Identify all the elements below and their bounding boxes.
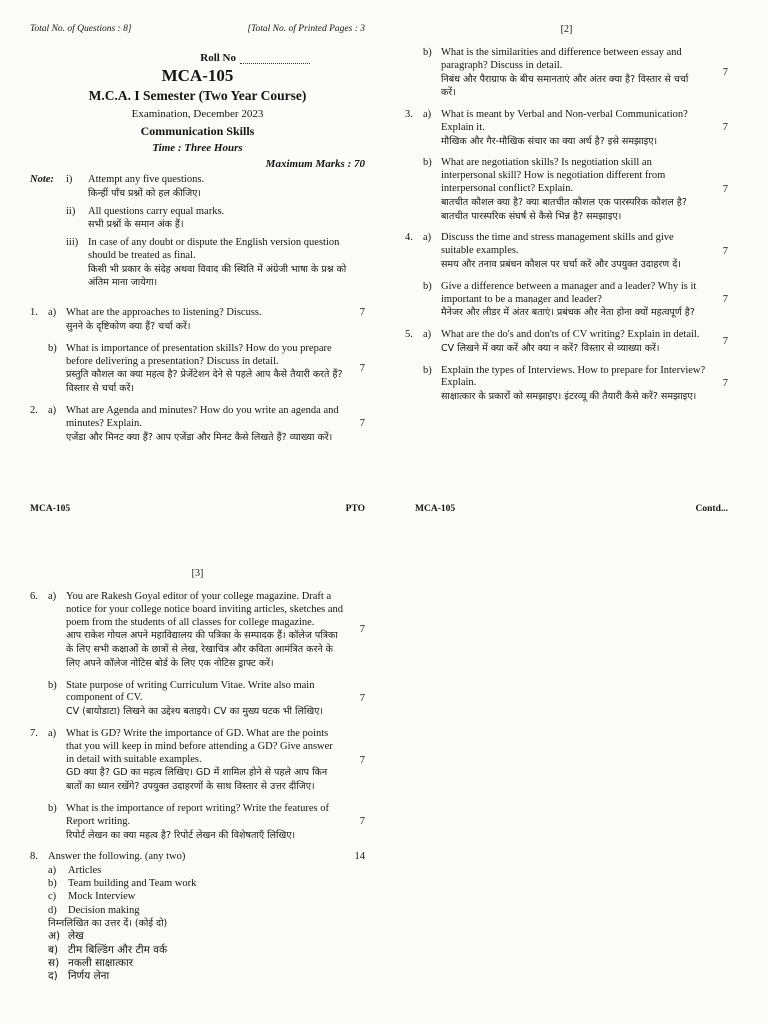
question-number: 2. [30,404,38,416]
page-1 [30,24,365,514]
option-item-hi [48,957,343,970]
question-6a [30,591,365,671]
note-item [66,206,365,233]
option-text: निर्णय लेना [68,969,110,982]
question-number: 3. [405,109,413,121]
question-marks: 7 [722,184,728,196]
subquestion-label: b) [423,157,432,169]
note-item [66,174,365,201]
question-number [30,680,48,719]
note-text-hi: सभी प्रश्नों के समान अंक हैं। [88,219,184,231]
subquestion-label: a) [48,307,57,319]
option-item-hi [48,970,343,983]
note-number: ii) [66,205,76,217]
question-number [30,803,48,842]
question-3a [405,109,728,148]
time-allowed: Time : Three Hours [152,142,243,154]
option-text: लेख [68,930,84,943]
question-text-en: What are Agenda and minutes? How do you write an agenda and minutes? Explain. [66,404,339,429]
question-text-hi: GD क्या है? GD का महत्व लिखिए। GD में शामिल होने से पहले आप किन बातों का ध्यान रखेंगे? उपयुक्त उदाहरणों के साथ विस्तार से उत्तर दीजिए। [66,767,328,793]
option-text: Decision making [68,904,140,916]
total-questions: Total No. of Questions : 8] [30,24,132,34]
question-2b [405,47,728,100]
question-marks: 7 [359,754,365,766]
option-text: Team building and Team work [68,878,197,890]
subquestion-label: b) [423,47,432,58]
question-number [405,281,423,320]
question-text-en: Explain the types of Interviews. How to prepare for Interview? Explain. [441,364,706,389]
question-7b [30,803,365,842]
subquestion-label: b) [48,802,57,814]
course-code: MCA-105 [161,66,234,85]
instructions [30,174,365,295]
question-number: 6. [30,591,38,602]
question-4a [405,232,728,271]
note-number: iii) [66,237,79,249]
subquestion-label: a) [48,404,57,416]
subquestion-label: b) [423,280,432,292]
total-pages: [Total No. of Printed Pages : 3 [247,24,365,34]
question-text-hi: समय और तनाव प्रबंधन कौशल पर चर्चा करें और उपयुक्त उदाहरण दें। [441,259,681,270]
page-3 [30,568,365,983]
max-marks: Maximum Marks : 70 [265,158,365,170]
roll-blank [240,63,310,64]
question-text-hi: मौखिक और गैर-मौखिक संचार का क्या अर्थ है? इसे समझाइए। [441,135,658,147]
subject-title: Communication Skills [140,124,255,138]
question-text-hi: आप राकेश गोयल अपने महाविद्यालय की पत्रिका के सम्पादक हैं। कॉलेज पत्रिका के लिए सभी कक्षाओं के छात्रों से लेख, रेखाचित्र और कविता आमंत्रित करने के लिए अपने कॉलेज नोटिस बोर्ड के लिए एक नोटिस ड्राफ्ट करें। [66,630,338,669]
question-text-en: Discuss the time and stress management skills and give suitable examples. [441,232,674,257]
option-item [48,890,343,903]
option-text: नकली साक्षात्कार [68,956,134,969]
question-number [405,157,423,223]
option-text: टीम बिल्डिंग और टीम वर्क [68,943,168,956]
question-text-en: State purpose of writing Curriculum Vitae. Write also main component of CV. [66,679,315,704]
option-label: c) [48,891,57,903]
page-footer [415,504,728,514]
question-4b [405,281,728,320]
option-item-hi [48,944,343,957]
note-text-en: All questions carry equal marks. [88,205,225,217]
option-item-hi [48,930,343,943]
question-5a [405,329,728,356]
question-number [405,47,423,100]
question-3b [405,157,728,223]
question-text-en: What are negotiation skills? Is negotiation skill an interpersonal skill? How is negotiation different from interpersonal conflict? Explain. [441,157,666,195]
question-text-hi: निबंध और पैराग्राफ के बीच समानताएं और अंतर क्या है? विस्तार से चर्चा करें। [441,73,689,99]
question-text-en: What are the do's and don'ts of CV writing? Explain in detail. [441,329,700,341]
question-marks: 7 [722,245,728,257]
question-text-hi: बातचीत कौशल क्या है? क्या बातचीत कौशल एक पारस्परिक कौशल है? बातचीत पारस्परिक संघर्ष से कैसे भिन्न है? समझाइए। [441,196,687,222]
roll-number [30,52,310,64]
question-8 [30,851,365,983]
option-label: द) [48,969,58,982]
subquestion-label: a) [48,728,57,740]
exam-session: Examination, December 2023 [131,108,264,120]
note-text-hi: किन्हीं पाँच प्रश्नों को हल कीजिए। [88,187,202,199]
option-label: स) [48,956,60,969]
question-number: 5. [405,329,413,341]
question-text-en: Answer the following. (any two) [48,851,186,863]
question-text-hi: साक्षात्कार के प्रकारों को समझाइए। इंटरव्यू की तैयारी कैसे करें? समझाइए। [441,391,697,403]
page-2 [405,24,728,514]
subquestion-label: b) [48,342,57,354]
question-marks: 7 [722,67,728,79]
question-marks: 7 [722,294,728,306]
page-number: [3] [191,568,204,579]
question-7a [30,728,365,794]
question-number [30,343,48,396]
question-text-en: Give a difference between a manager and a leader? Why is it important to be a manager and leader? [441,280,697,305]
question-number: 8. [30,851,38,863]
header-line [30,24,365,34]
course-title: M.C.A. I Semester (Two Year Course) [88,88,307,103]
option-label: अ) [48,930,61,943]
note-text-en: In case of any doubt or dispute the English version question should be treated as final. [88,237,340,261]
option-item [48,877,343,890]
question-number: 4. [405,232,413,244]
note-item [66,237,365,290]
question-marks: 7 [359,816,365,828]
note-text-en: Attempt any five questions. [88,174,205,185]
question-marks: 7 [359,362,365,374]
question-marks: 14 [354,851,365,863]
subquestion-label: a) [423,109,432,121]
question-marks: 7 [359,307,365,319]
question-5b [405,365,728,404]
option-text: Mock Interview [68,891,136,903]
question-text-hi: सुनने के दृष्टिकोण क्या हैं? चर्चा करें। [66,321,191,333]
question-text-en: What is importance of presentation skills? How do you prepare before delivering a presentation? Discuss in detail. [66,342,332,367]
question-marks: 7 [722,377,728,389]
page-footer [30,504,365,514]
question-marks: 7 [722,122,728,134]
question-1a [30,307,365,334]
option-label: ब) [48,943,59,956]
question-text-hi: रिपोर्ट लेखन का क्या महत्व है? रिपोर्ट लेखन की विशेषताएँ लिखिए। [66,829,296,841]
question-marks: 7 [359,624,365,636]
option-label: d) [48,904,57,916]
page-number: [2] [560,24,573,35]
question-number: 7. [30,728,38,740]
option-item [48,864,343,877]
question-6b [30,680,365,719]
subquestion-label: b) [423,364,432,376]
question-text-hi: मैनेजर और लीडर में अंतर बताएं। प्रबंधक और नेता होना क्यों महत्वपूर्ण है? [441,307,695,319]
option-label: b) [48,878,57,890]
question-2a [30,405,365,444]
footer-contd: Contd... [695,504,728,514]
subquestion-label: a) [423,329,432,341]
question-text-en: What is GD? Write the importance of GD. What are the points that you will keep in mind before attending a GD? Give answer in detail with suitable examples. [66,728,333,765]
roll-label: Roll No [200,52,236,64]
question-1b [30,343,365,396]
option-label: a) [48,865,57,877]
question-text-hi: प्रस्तुति कौशल का क्या महत्व है? प्रेजेंटेशन देने से पहले आप कैसे तैयारी करते हैं? विस्तार से चर्चा करें। [66,369,343,395]
question-text-hi: CV लिखने में क्या करें और क्या न करें? विस्तार से व्याख्या करें। [441,342,660,354]
question-text-hi: एजेंडा और मिनट क्या हैं? आप एजेंडा और मिनट कैसे लिखते हैं? व्याख्या करें। [66,431,333,443]
question-text-en: You are Rakesh Goyal editor of your college magazine. Draft a notice for your college notice board inviting articles, sketches and poem from the students of all classes for college magazine. [66,591,343,628]
question-text-en: What is meant by Verbal and Non-verbal Communication? Explain it. [441,109,688,133]
subquestion-label: a) [48,591,57,602]
question-number [405,365,423,404]
question-text-en: What is the importance of report writing? Write the features of Report writing. [66,802,329,827]
option-item [48,904,343,917]
footer-pto: PTO [345,504,365,514]
question-text-en: What are the approaches to listening? Discuss. [66,307,262,319]
question-marks: 7 [722,336,728,347]
option-text: Articles [68,865,102,877]
footer-code: MCA-105 [30,504,71,514]
note-number: i) [66,174,73,185]
question-marks: 7 [359,692,365,704]
footer-code: MCA-105 [415,504,456,514]
question-text-en: What is the similarities and difference between essay and paragraph? Discuss in detail. [441,47,682,71]
subquestion-label: a) [423,232,432,244]
note-label: Note: [30,174,54,185]
note-text-hi: किसी भी प्रकार के संदेह अथवा विवाद की स्थिति में अंग्रेजी भाषा के प्रश्न को अंतिम माना जायेगा। [88,263,347,289]
question-text-hi: CV (बायोडाटा) लिखने का उद्देश्य बताइये। CV का मुख्य घटक भी लिखिए। [66,706,323,718]
question-marks: 7 [359,418,365,430]
question-number: 1. [30,307,38,319]
subquestion-label: b) [48,679,57,691]
question-text-hi: निम्नलिखित का उत्तर दें। (कोई दो) [48,917,168,929]
